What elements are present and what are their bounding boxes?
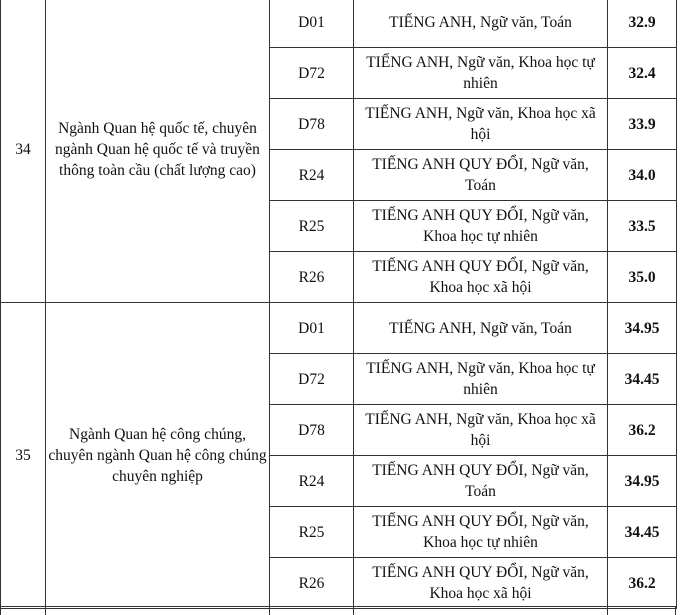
subject-combination: TIẾNG ANH QUY ĐỔI, Ngữ văn, Khoa học tự nhiên [354, 507, 608, 558]
subject-combination: TIẾNG ANH QUY ĐỔI, Ngữ văn, Khoa học xã hội [354, 252, 608, 303]
subject-combination: TIẾNG ANH, Ngữ văn, Toán [354, 303, 608, 354]
subject-group-code: D72 [270, 354, 354, 405]
cutoff-score: 34.45 [608, 354, 677, 405]
subject-combination: TIẾNG ANH QUY ĐỔI, Ngữ văn, Toán [354, 150, 608, 201]
cutoff-score: 34.0 [608, 150, 677, 201]
subject-combination: TIẾNG ANH, Ngữ văn, Toán [354, 0, 608, 48]
row-number: 34 [1, 0, 46, 303]
column-divider [269, 607, 270, 615]
table-row [1, 303, 677, 354]
subject-group-code: R24 [270, 150, 354, 201]
subject-combination: TIẾNG ANH QUY ĐỔI, Ngữ văn, Khoa học tự nhiên [354, 201, 608, 252]
subject-group-code: D01 [270, 303, 354, 354]
subject-group-code: D01 [270, 0, 354, 48]
subject-combination: TIẾNG ANH, Ngữ văn, Khoa học tự nhiên [354, 48, 608, 99]
subject-group-code: R26 [270, 558, 354, 609]
column-divider [353, 607, 354, 615]
cutoff-score: 36.2 [608, 405, 677, 456]
cutoff-score: 32.4 [608, 48, 677, 99]
column-divider [0, 607, 1, 615]
subject-combination: TIẾNG ANH, Ngữ văn, Khoa học tự nhiên [354, 354, 608, 405]
cutoff-score: 32.9 [608, 0, 677, 48]
subject-combination: TIẾNG ANH, Ngữ văn, Khoa học xã hội [354, 405, 608, 456]
subject-group-code: R26 [270, 252, 354, 303]
major-name: Ngành Quan hệ công chúng, chuyên ngành Quan hệ công chúng chuyên nghiệp [46, 303, 270, 609]
row-number: 35 [1, 303, 46, 609]
subject-group-code: R24 [270, 456, 354, 507]
subject-combination: TIẾNG ANH, Ngữ văn, Khoa học xã hội [354, 99, 608, 150]
subject-combination: TIẾNG ANH QUY ĐỔI, Ngữ văn, Khoa học xã hội [354, 558, 608, 609]
subject-group-code: D78 [270, 99, 354, 150]
cutoff-score: 33.5 [608, 201, 677, 252]
subject-group-code: D78 [270, 405, 354, 456]
major-name: Ngành Quan hệ quốc tế, chuyên ngành Quan hệ quốc tế và truyền thông toàn cầu (chất lượng cao) [46, 0, 270, 303]
subject-group-code: R25 [270, 201, 354, 252]
column-divider [607, 607, 608, 615]
cutoff-score: 34.95 [608, 456, 677, 507]
subject-group-code: D72 [270, 48, 354, 99]
cutoff-score: 36.2 [608, 558, 677, 609]
cutoff-score: 34.45 [608, 507, 677, 558]
next-row-edge [0, 606, 676, 615]
cutoff-score: 33.9 [608, 99, 677, 150]
column-divider [675, 607, 676, 615]
column-divider [45, 607, 46, 615]
subject-combination: TIẾNG ANH QUY ĐỔI, Ngữ văn, Toán [354, 456, 608, 507]
cutoff-score: 35.0 [608, 252, 677, 303]
table-row [1, 0, 677, 48]
subject-group-code: R25 [270, 507, 354, 558]
cutoff-score: 34.95 [608, 303, 677, 354]
